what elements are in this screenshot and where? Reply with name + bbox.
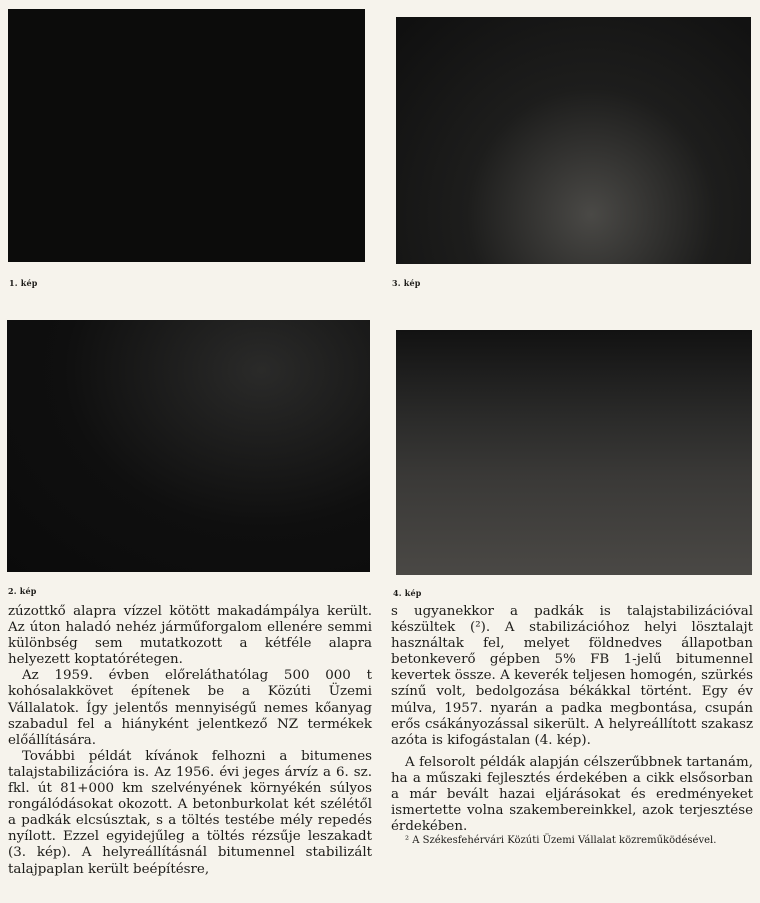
right-paragraph-1: s ugyanekkor a padkák is talajstabilizációval készültek (²). A stabilizációhoz helyi lösztalajt használtak fel, melyet földnedves állapotban betonkeverő gépben 5% FB 1-jelű bitumennel kevertek össze. A keverék teljesen homogén, szürkés színű volt, bedolgozása békákkal történt. Egy év múlva, 1957. nyarán a padka megbontása, csupán erős csákányozással sikerült. A helyreállított szakasz azóta is kifogástalan (4. kép). (391, 604, 753, 748)
figure-4-photo (396, 330, 752, 575)
figure-4-caption: 4. kép (393, 588, 422, 598)
left-paragraph-3: További példát kívánok felhozni a bitumenes talajstabilizációra is. Az 1956. évi jeges árvíz a 6. sz. fkl. út 81+000 km szelvényének környékén súlyos rongálódásokat okozott. A betonburkolat két szélétől a padkák elcsúsztak, s a töltés testébe mély repedés nyílott. Ezzel egyidejűleg a töltés rézsűje leszakadt (3. kép). A helyreállításnál bitumennel stabilizált talajpaplan került beépítésre, (8, 748, 372, 877)
figure-1-photo (8, 9, 365, 262)
right-paragraph-2: A felsorolt példák alapján célszerűbbnek tartanám, ha a műszaki fejlesztés érdekében a cikk elsősorban a már bevált hazai eljárásokat és eredményeket ismertette volna szakembereinkkel, azok terjesztése érdekében. (391, 754, 753, 835)
figure-1-caption: 1. kép (9, 278, 38, 288)
figure-3-photo (396, 17, 751, 264)
right-text-column (391, 604, 753, 847)
footnote: ² A Székesfehérvári Közúti Üzemi Vállalat közreműködésével. (405, 835, 717, 847)
left-paragraph-2: Az 1959. évben előreláthatólag 500 000 t kohósalakkövet építenek be a Közúti Üzemi Vállalatok. Így jelentős mennyiségű nemes kőanyag szabadul fel a hiányként jelentkező NZ termékek előállítására. (8, 668, 372, 748)
figure-2-photo (7, 320, 370, 572)
figure-2-caption: 2. kép (8, 586, 37, 596)
figure-3-caption: 3. kép (392, 278, 421, 288)
left-paragraph-1: zúzottkő alapra vízzel kötött makadámpálya került. Az úton haladó nehéz járműforgalom ellenére semmi különbség sem mutatkozott a kétféle alapra helyezett koptatórétegen. (8, 604, 372, 668)
left-text-column (8, 604, 372, 878)
